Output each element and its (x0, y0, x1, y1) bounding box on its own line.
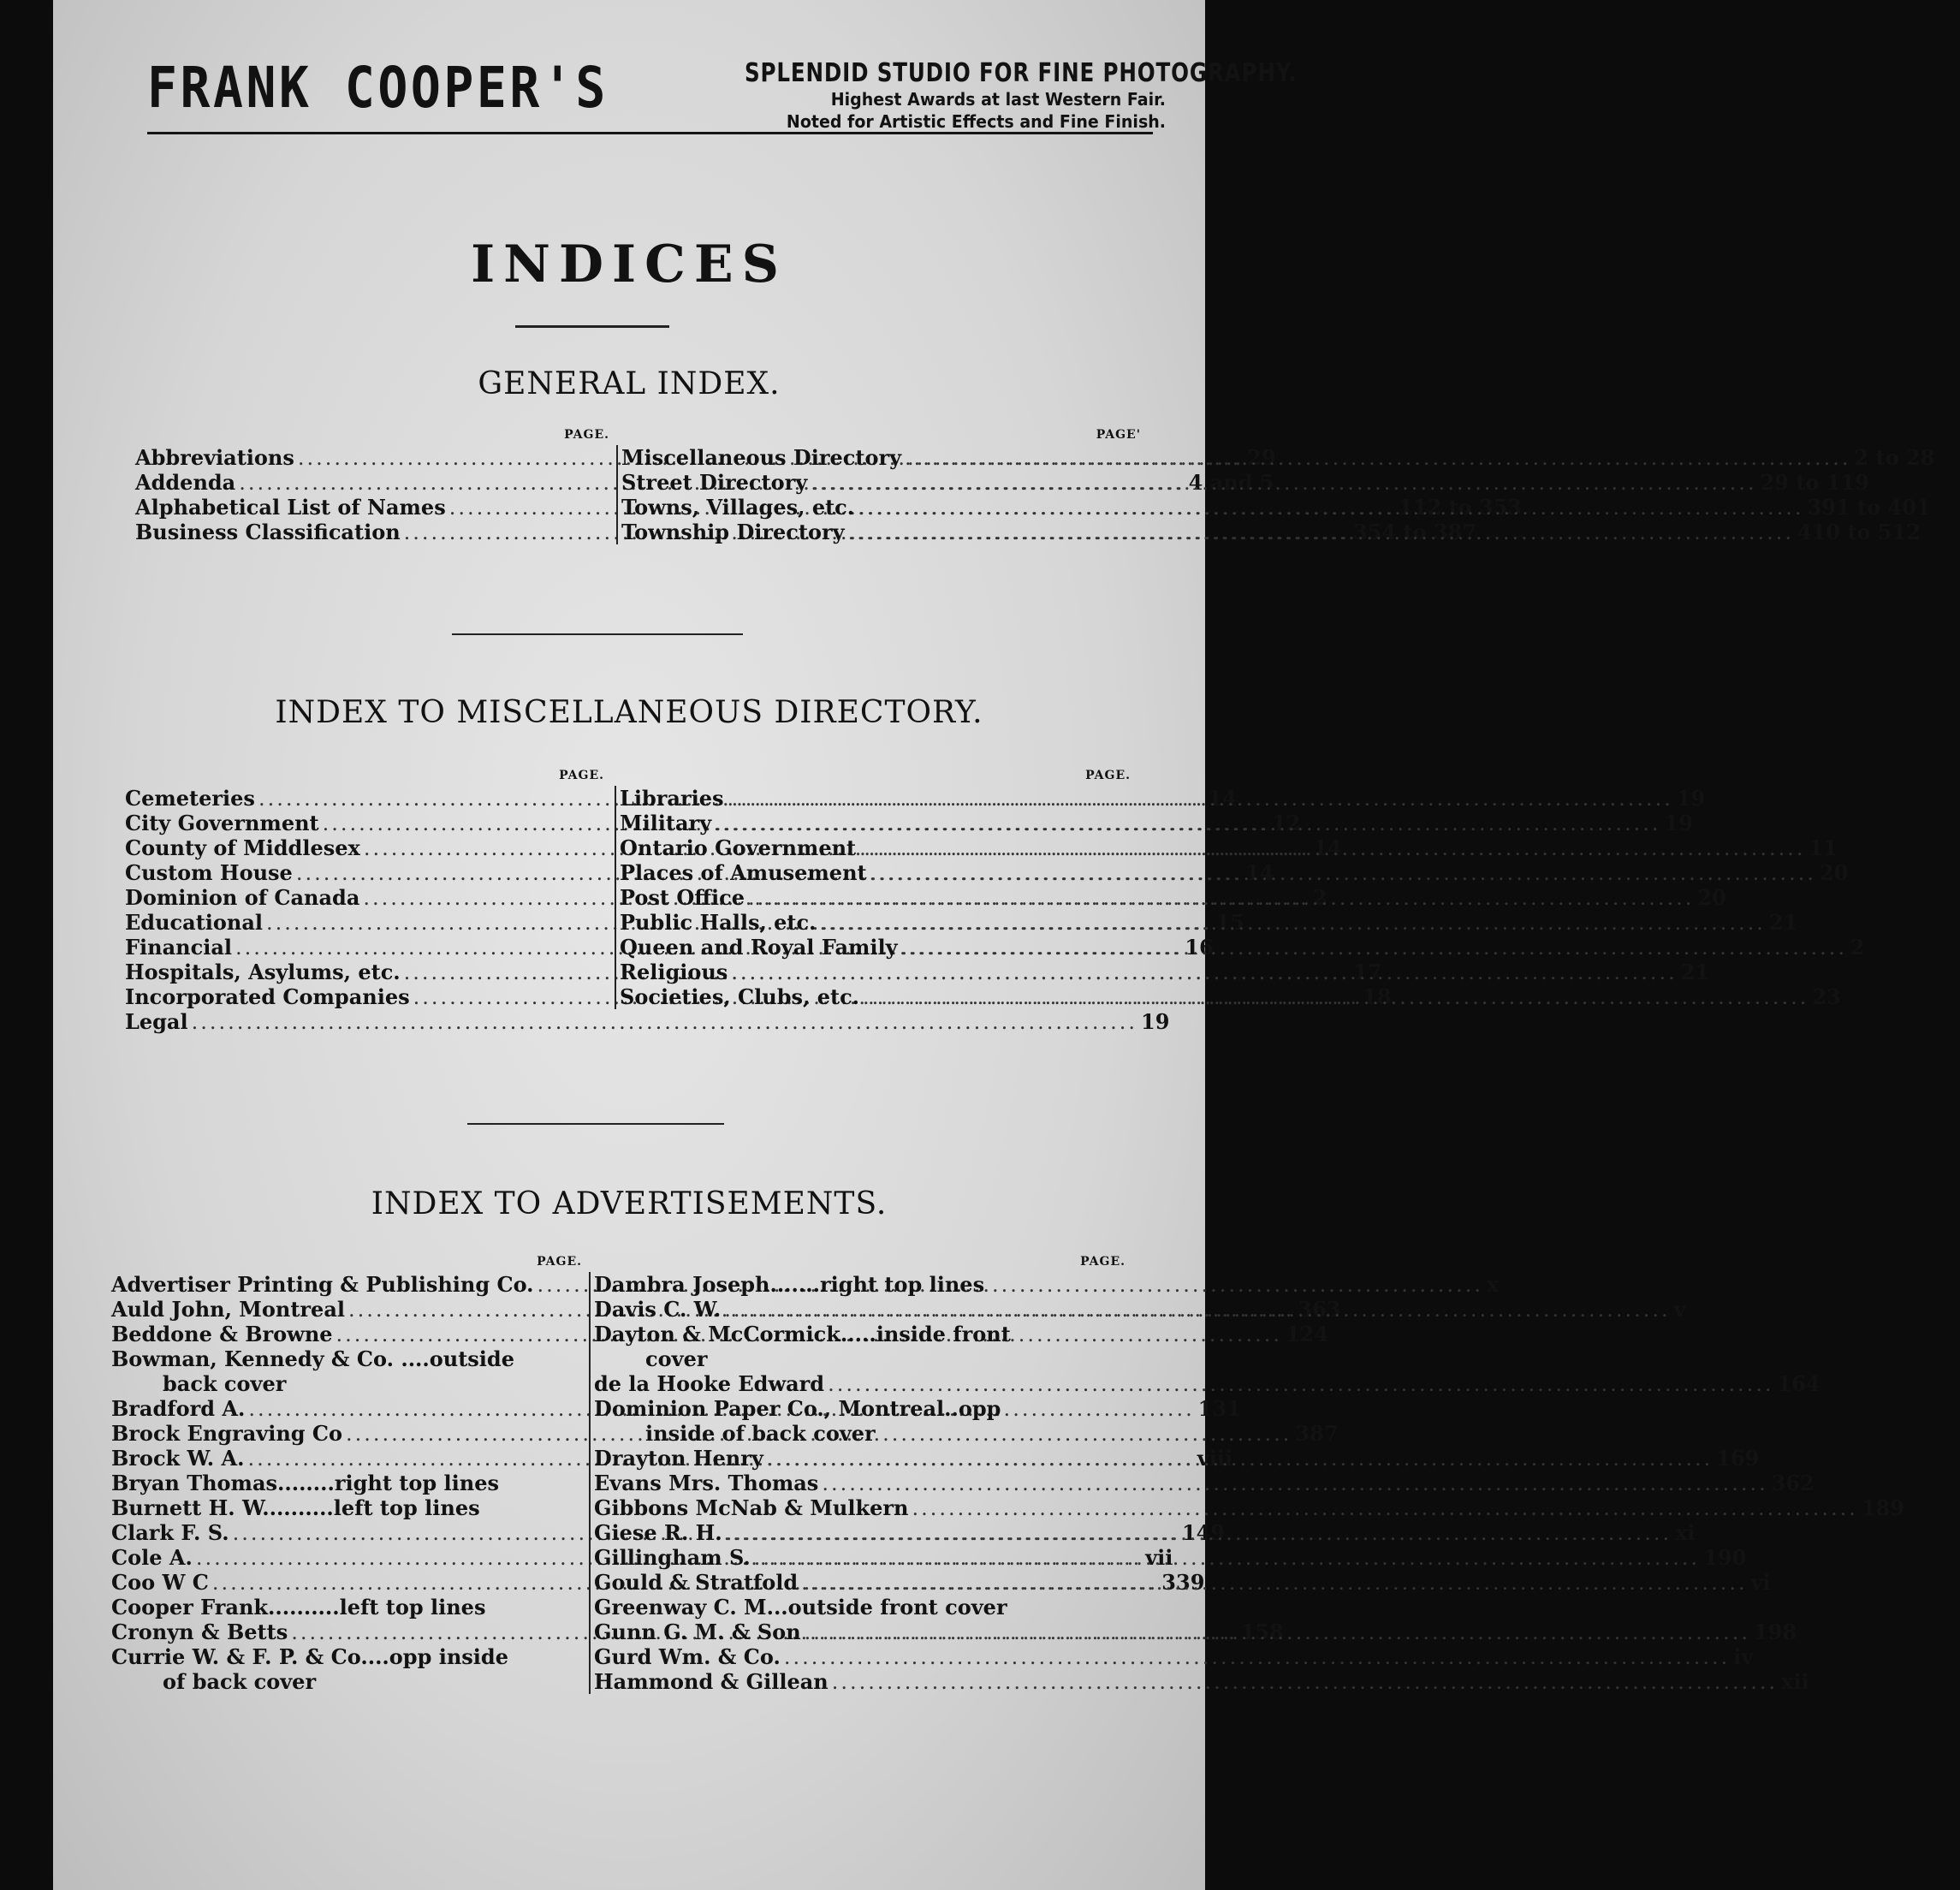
entry-page: 391 to 401 (1807, 495, 1931, 520)
leader-dots (728, 787, 1673, 811)
leader-dots (870, 861, 1816, 886)
entry-page: 19 (1664, 811, 1693, 835)
brand-name: FRANK COOPER'S (147, 55, 609, 121)
entry-page: 23 (1812, 984, 1841, 1009)
leader-dots (848, 520, 1794, 545)
entry-name: Incorporated Companies (125, 984, 410, 1009)
index-entry (594, 1371, 1820, 1396)
entry-page: 4 and 5 (1188, 470, 1274, 495)
entry-name: Clark F. S. (111, 1520, 229, 1545)
entry-name: Hospitals, Asylums, etc. (125, 960, 401, 984)
entry-page: 2 to 28 (1854, 445, 1935, 470)
entry-page: 362 (1771, 1471, 1814, 1495)
entry-name: Legal (125, 1009, 188, 1034)
leader-dots (805, 1620, 1750, 1645)
entry-page: x (1486, 1272, 1500, 1297)
entry-page: 16 (1185, 935, 1214, 960)
entry-name: de la Hooke Edward (594, 1371, 825, 1396)
leader-dots (715, 811, 1660, 836)
entry-page: 158 (1240, 1620, 1284, 1644)
entry-name: Gunn G. M. & Son (594, 1620, 801, 1644)
entry-page: 189 (1861, 1495, 1904, 1520)
entry-name: of back cover (163, 1669, 317, 1694)
entry-page: 2 (1312, 885, 1327, 910)
entry-page: 124 (1285, 1322, 1329, 1346)
leader-dots (858, 496, 1803, 520)
index-entry (620, 885, 1726, 910)
index-entry (111, 1595, 587, 1620)
index-entry (125, 1009, 1170, 1034)
entry-name: Financial (125, 935, 233, 960)
index-entry (594, 1396, 1126, 1421)
entry-name: Cole A. (111, 1545, 193, 1570)
leader-dots (801, 1571, 1747, 1596)
entry-name: Abbreviations (135, 445, 294, 470)
page-column-label: PAGE. (1080, 1255, 1126, 1269)
entry-page: 363 (1298, 1297, 1341, 1322)
index-entry (594, 1644, 1754, 1669)
entry-name: Cooper Frank..........left top lines (111, 1595, 486, 1620)
entry-name: Dominion Paper Co., Montreal..opp (594, 1396, 1001, 1421)
entry-name: Ontario Government (620, 835, 857, 860)
tagline-finish: Noted for Artistic Effects and Fine Finish. (786, 111, 1166, 132)
leader-dots (724, 1298, 1670, 1322)
entry-name: Miscellaneous Directory (621, 445, 902, 470)
entry-name: Towns, Villages, etc. (621, 495, 855, 520)
leader-dots (905, 446, 1850, 471)
entry-page: 15 (1215, 910, 1244, 935)
leader-dots (784, 1645, 1730, 1670)
leader-dots (828, 1372, 1773, 1397)
leader-dots (859, 836, 1805, 861)
entry-name: Coo W C (111, 1570, 209, 1595)
page-column-label: PAGE. (1085, 769, 1131, 782)
entry-name: Religious (620, 960, 728, 984)
page-column-label: PAGE' (1096, 428, 1141, 442)
entry-name: Queen and Royal Family (620, 935, 898, 960)
entry-name: Cemeteries (125, 786, 255, 811)
entry-name: Giese R. H. (594, 1520, 722, 1545)
entry-name: Burnett H. W..........left top lines (111, 1495, 480, 1520)
entry-page: 19 (1141, 1009, 1170, 1034)
index-entry (594, 1471, 1814, 1495)
index-entry (594, 1421, 1126, 1446)
entry-page: 20 (1820, 860, 1849, 885)
leader-dots (767, 1447, 1713, 1471)
index-entry (111, 1669, 587, 1694)
entry-name: Public Halls, etc. (620, 910, 817, 935)
entry-name: Currie W. & F. P. & Co....opp inside (111, 1644, 508, 1669)
index-entry (111, 1346, 587, 1371)
entry-name: Advertiser Printing & Publishing Co. (111, 1272, 534, 1297)
entry-page: 14 (1313, 835, 1342, 860)
entry-name: Cronyn & Betts (111, 1620, 288, 1644)
entry-page: 2 (1850, 935, 1865, 960)
entry-name: Township Directory (621, 520, 845, 544)
entry-page: 190 (1703, 1545, 1747, 1570)
leader-dots (901, 936, 1847, 960)
entry-page: 410 to 512 (1797, 520, 1921, 544)
entry-name: Dambra Joseph.......right top lines (594, 1272, 985, 1297)
entry-page: 164 (1777, 1371, 1820, 1396)
entry-name: Brock W. A. (111, 1446, 245, 1471)
leader-dots (192, 1010, 1137, 1035)
entry-name: Bowman, Kennedy & Co. ....outside (111, 1346, 514, 1371)
index-entry (111, 1495, 587, 1520)
section-divider (452, 633, 743, 635)
general-index-heading: GENERAL INDEX. (478, 366, 781, 401)
entry-page: 12 (1272, 811, 1301, 835)
entry-name: City Government (125, 811, 319, 835)
studio-taglines (652, 58, 1298, 133)
entry-name: County of Middlesex (125, 835, 360, 860)
index-entry (111, 1471, 587, 1495)
entry-name: Post Office (620, 885, 745, 910)
entry-page: 354 to 387 (1353, 520, 1477, 544)
entry-name: Business Classification (135, 520, 401, 544)
index-entry (111, 1644, 587, 1669)
tagline-studio: SPLENDID STUDIO FOR FINE PHOTOGRAPHY. (745, 58, 1298, 88)
page-column-label: PAGE. (537, 1255, 582, 1269)
entry-name: Hammond & Gillean (594, 1669, 829, 1694)
entry-page: vi (1750, 1570, 1771, 1595)
entry-name: Greenway C. M...outside front cover (594, 1595, 1007, 1620)
page-column-label: PAGE. (559, 769, 604, 782)
entry-name: Gillingham S. (594, 1545, 751, 1570)
leader-dots (863, 985, 1809, 1010)
tagline-awards: Highest Awards at last Western Fair. (830, 89, 1166, 110)
entry-page: 29 (1247, 445, 1276, 470)
page-column-label: PAGE. (564, 428, 609, 442)
entry-name: Drayton Henry (594, 1446, 763, 1471)
entry-page: 131 (1197, 1396, 1241, 1421)
entry-name: Bryan Thomas........right top lines (111, 1471, 499, 1495)
index-entry (594, 1669, 1809, 1694)
entry-page: 149 (1181, 1520, 1226, 1545)
entry-name: Places of Amusement (620, 860, 867, 885)
entry-name: Brock Engraving Co (111, 1421, 343, 1446)
entry-page: 387 (1295, 1421, 1339, 1446)
title-divider (515, 325, 669, 328)
entry-page: xii (1781, 1669, 1809, 1694)
entry-name: Davis C. W. (594, 1297, 722, 1322)
misc-index-heading: INDEX TO MISCELLANEOUS DIRECTORY. (275, 695, 983, 730)
entry-page: v (1673, 1297, 1686, 1322)
index-entry (594, 1595, 1126, 1620)
entry-name: Educational (125, 910, 264, 935)
entry-name: Libraries (620, 786, 724, 811)
entry-page: 112 to 353 (1399, 495, 1523, 520)
directory-page (53, 0, 1935, 1890)
entry-name: Gurd Wm. & Co. (594, 1644, 781, 1669)
entry-name: Beddone & Browne (111, 1322, 333, 1346)
section-divider (467, 1123, 724, 1125)
page-title: INDICES (471, 235, 787, 294)
leader-dots (912, 1496, 1857, 1521)
entry-name: Street Directory (621, 470, 808, 495)
leader-dots (731, 960, 1677, 985)
leader-dots (811, 471, 1756, 496)
header-divider (147, 132, 1153, 134)
entry-page: 198 (1754, 1620, 1797, 1644)
index-entry (594, 1346, 1126, 1371)
entry-page: 169 (1716, 1446, 1760, 1471)
entry-page: viii (1197, 1446, 1233, 1471)
entry-name: Military (620, 811, 712, 835)
entry-page: vii (1145, 1545, 1173, 1570)
entry-page: 14 (1245, 860, 1274, 885)
leader-dots (822, 1471, 1767, 1496)
leader-dots (820, 911, 1766, 936)
leader-dots (748, 886, 1694, 911)
entry-name: Addenda (135, 470, 236, 495)
leader-dots (832, 1670, 1778, 1695)
leader-dots (754, 1546, 1700, 1571)
entry-name: inside of back cover (645, 1421, 876, 1446)
studio-advert-header (147, 46, 1298, 140)
entry-page: iv (1733, 1644, 1754, 1669)
entry-name: Gould & Stratfold (594, 1570, 799, 1595)
entry-page: 21 (1680, 960, 1710, 984)
entry-name: Dominion of Canada (125, 885, 360, 910)
entry-name: Auld John, Montreal (111, 1297, 345, 1322)
index-entry (594, 1495, 1904, 1520)
index-entry (594, 1272, 1126, 1297)
entry-page: 29 to 119 (1760, 470, 1869, 495)
entry-name: Alphabetical List of Names (135, 495, 446, 520)
entry-page: 19 (1676, 786, 1706, 811)
entry-name: Bradford A. (111, 1396, 246, 1421)
entry-name: Societies, Clubs, etc. (620, 984, 860, 1009)
entry-name: Custom House (125, 860, 293, 885)
entry-page: 20 (1697, 885, 1726, 910)
general-index (135, 428, 1935, 565)
entry-page: 11 (1809, 835, 1838, 860)
entry-page: 21 (1768, 910, 1798, 935)
entry-name: Gibbons McNab & Mulkern (594, 1495, 909, 1520)
entry-page: 339 (1161, 1570, 1205, 1595)
entry-name: Evans Mrs. Thomas (594, 1471, 819, 1495)
index-entry (594, 1322, 1126, 1346)
entry-page: xi (1675, 1520, 1696, 1545)
entry-page: 17 (1353, 960, 1382, 984)
entry-page: 18 (1363, 984, 1392, 1009)
ads-index (111, 1255, 1904, 1709)
entry-page: 14 (1208, 786, 1237, 811)
entry-name: cover (645, 1346, 708, 1371)
misc-index (125, 769, 1865, 1043)
index-entry (111, 1371, 587, 1396)
ads-index-heading: INDEX TO ADVERTISEMENTS. (371, 1186, 888, 1221)
entry-name: back cover (163, 1371, 287, 1396)
leader-dots (726, 1521, 1672, 1546)
entry-name: Dayton & McCormick.....inside front (594, 1322, 1011, 1346)
